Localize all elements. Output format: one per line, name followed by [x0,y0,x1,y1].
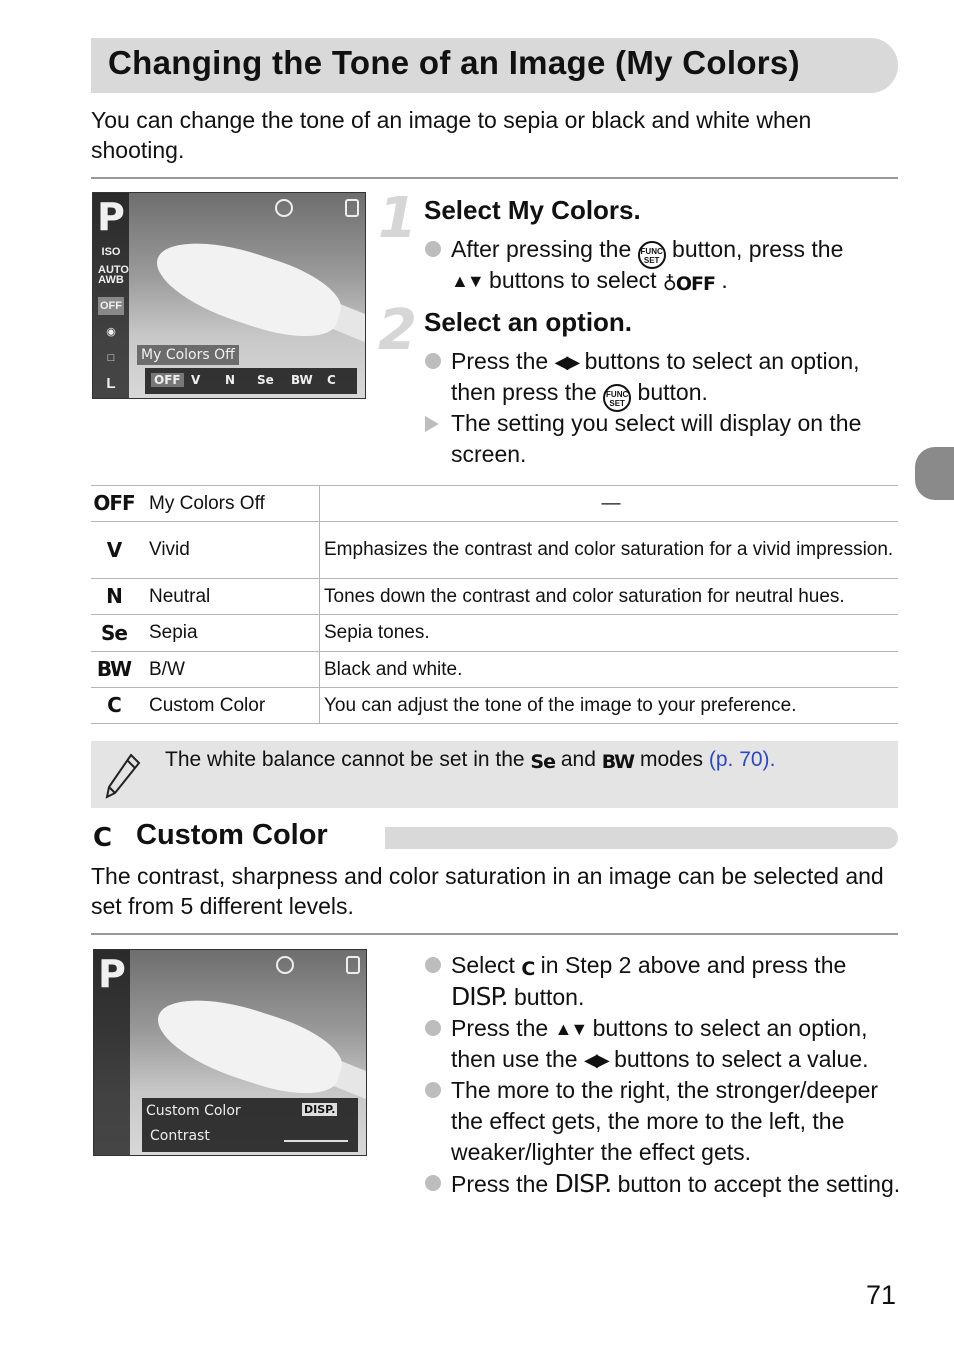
opt-off-icon: OFF [151,373,184,387]
step2-bullet1 [425,346,895,408]
custom-bullet1 [425,950,905,1011]
sepia-icon: Se [101,620,127,645]
section-bar [385,827,898,849]
option-name: My Colors Off [137,486,320,522]
b1-text-a: Select [451,952,515,978]
stabilizer-icon [276,956,294,974]
table-row [91,522,898,579]
b4-text-a: Press the [451,1171,549,1197]
option-desc: Black and white. [320,652,899,688]
option-name: Sepia [137,615,320,652]
bullet-dot [425,353,441,369]
option-bar [145,368,357,394]
intro-paragraph: You can change the tone of an image to sepia or black and white when shooting. [91,107,812,163]
option-desc: — [320,486,899,522]
drive-icon: □ [107,352,115,364]
step2-bullet2 [425,408,895,467]
lock-icon [345,199,359,217]
left-right-icon: ◀▶ [554,352,579,372]
neutral-icon: N [106,584,122,608]
level-scale [284,1140,348,1142]
page-reference-link[interactable]: (p. 70) [708,748,770,771]
sepia-icon: Se [530,751,555,773]
step1-bullet [425,234,895,295]
iso-icon [99,1000,125,1018]
option-desc: Emphasizes the contrast and color saturation for a vivid impression. [320,522,899,579]
opt-vivid-icon: V [191,373,201,387]
disp-icon: DISP. [554,1169,612,1198]
divider [91,933,898,935]
step2-result-text: The setting you select will display on the screen. [451,410,862,467]
mode-p-icon: P [98,952,126,996]
lock-icon [346,956,360,974]
stabilizer-icon [275,199,293,217]
opt-bw-icon: BW [291,373,313,387]
b3-text: The more to the right, the stronger/deeper the effect gets, the more to the left, the weaker/lighter the effect gets. [451,1077,879,1165]
option-name: B/W [137,652,320,688]
b2-text-b: buttons to select an option, [592,1015,868,1041]
custom-color-panel [142,1098,358,1152]
size-icon: L [106,375,116,392]
step-title-1: Select My Colors. [424,195,641,225]
step1-text-c: buttons to select [489,267,657,293]
opt-custom-icon: C [327,373,336,387]
option-desc: Tones down the contrast and color saturation for neutral hues. [320,579,899,615]
custom-bullet3 [425,1075,905,1165]
b4-text-b: button to accept the setting. [617,1171,901,1197]
disp-icon: DISP. [304,1103,336,1116]
up-down-icon: ▲▼ [554,1019,587,1039]
b1-text-c: button. [514,984,585,1010]
b2-text-a: Press the [451,1015,549,1041]
func-set-icon: FUNC SET [638,241,666,269]
custom-bullet2 [425,1013,905,1072]
step-number-2: 2 [378,298,417,363]
custom-color-icon: C [521,958,535,980]
opt-neutral-icon: N [225,373,236,387]
custom-color-icon: C [107,693,121,717]
section-intro: The contrast, sharpness and color saturation in an image can be selected and set from 5 different levels. [91,863,884,919]
iso-icon: ISO AUTO [98,246,129,276]
option-label: Contrast [150,1128,210,1144]
step-number-1: 1 [378,186,417,251]
up-down-icon: ▲▼ [451,271,483,291]
custom-bullet4 [425,1168,905,1199]
bw-icon: BW [601,751,635,773]
page-title: Changing the Tone of an Image (My Colors) [108,44,800,81]
my-colors-off-icon: OFF [93,491,135,515]
b2-text-d: buttons to select a value. [614,1046,869,1072]
osd-label: Custom Color [146,1103,241,1119]
step1-text-b: button, press the [672,236,844,262]
step1-text-a: After pressing the [451,236,632,262]
option-name: Custom Color [137,688,320,724]
note-text-end: . [769,748,776,771]
step2-text-c: then press the [451,379,597,405]
table-row [91,615,898,652]
table-row [91,652,898,688]
pencil-icon [103,751,143,801]
note-text-a: The white balance cannot be set in the [165,748,525,771]
awb-icon: AWB [98,274,124,286]
b1-text-b: in Step 2 above and press the [540,952,847,978]
bullet-dot [425,1020,441,1036]
osd-label: My Colors Off [137,345,239,365]
custom-color-icon: C [93,823,113,853]
camera-screen-my-colors [92,192,366,399]
step1-text-end: . [721,267,728,293]
my-colors-off-icon: OFF [98,297,124,315]
section-title: Custom Color [136,819,328,851]
note-text [165,748,775,773]
option-name: Vivid [137,522,320,579]
table-row [91,688,898,724]
table-row [91,579,898,615]
page-number: 71 [866,1280,897,1310]
option-name: Neutral [137,579,320,615]
divider [91,177,898,179]
b2-text-c: then use the [451,1046,578,1072]
step2-text-d: button. [637,379,708,405]
step2-text-a: Press the [451,348,549,374]
mode-p-icon: P [97,195,125,239]
table-row [91,486,898,522]
option-desc: Sepia tones. [320,615,899,652]
bw-icon: BW [96,657,132,681]
my-colors-table [91,485,898,724]
bullet-dot [425,1082,441,1098]
disp-icon: DISP. [451,982,508,1011]
camera-screen-custom-color [93,949,367,1156]
bullet-dot [425,957,441,973]
result-triangle-icon [425,416,439,432]
my-colors-icon: ♁OFF [662,273,715,295]
opt-sepia-icon: Se [257,373,274,387]
func-set-icon: FUNC SET [603,384,631,412]
bullet-dot [425,241,441,257]
chapter-tab [915,447,954,500]
note-text-b: and [560,748,596,771]
option-desc: You can adjust the tone of the image to your preference. [320,688,899,724]
bullet-dot [425,1175,441,1191]
step-title-2: Select an option. [424,307,633,337]
step2-text-b: buttons to select an option, [584,348,860,374]
vivid-icon: V [106,537,122,562]
left-right-icon: ◀▶ [584,1050,608,1070]
metering-icon: ◉ [106,326,116,338]
note-text-c: modes [639,748,704,771]
